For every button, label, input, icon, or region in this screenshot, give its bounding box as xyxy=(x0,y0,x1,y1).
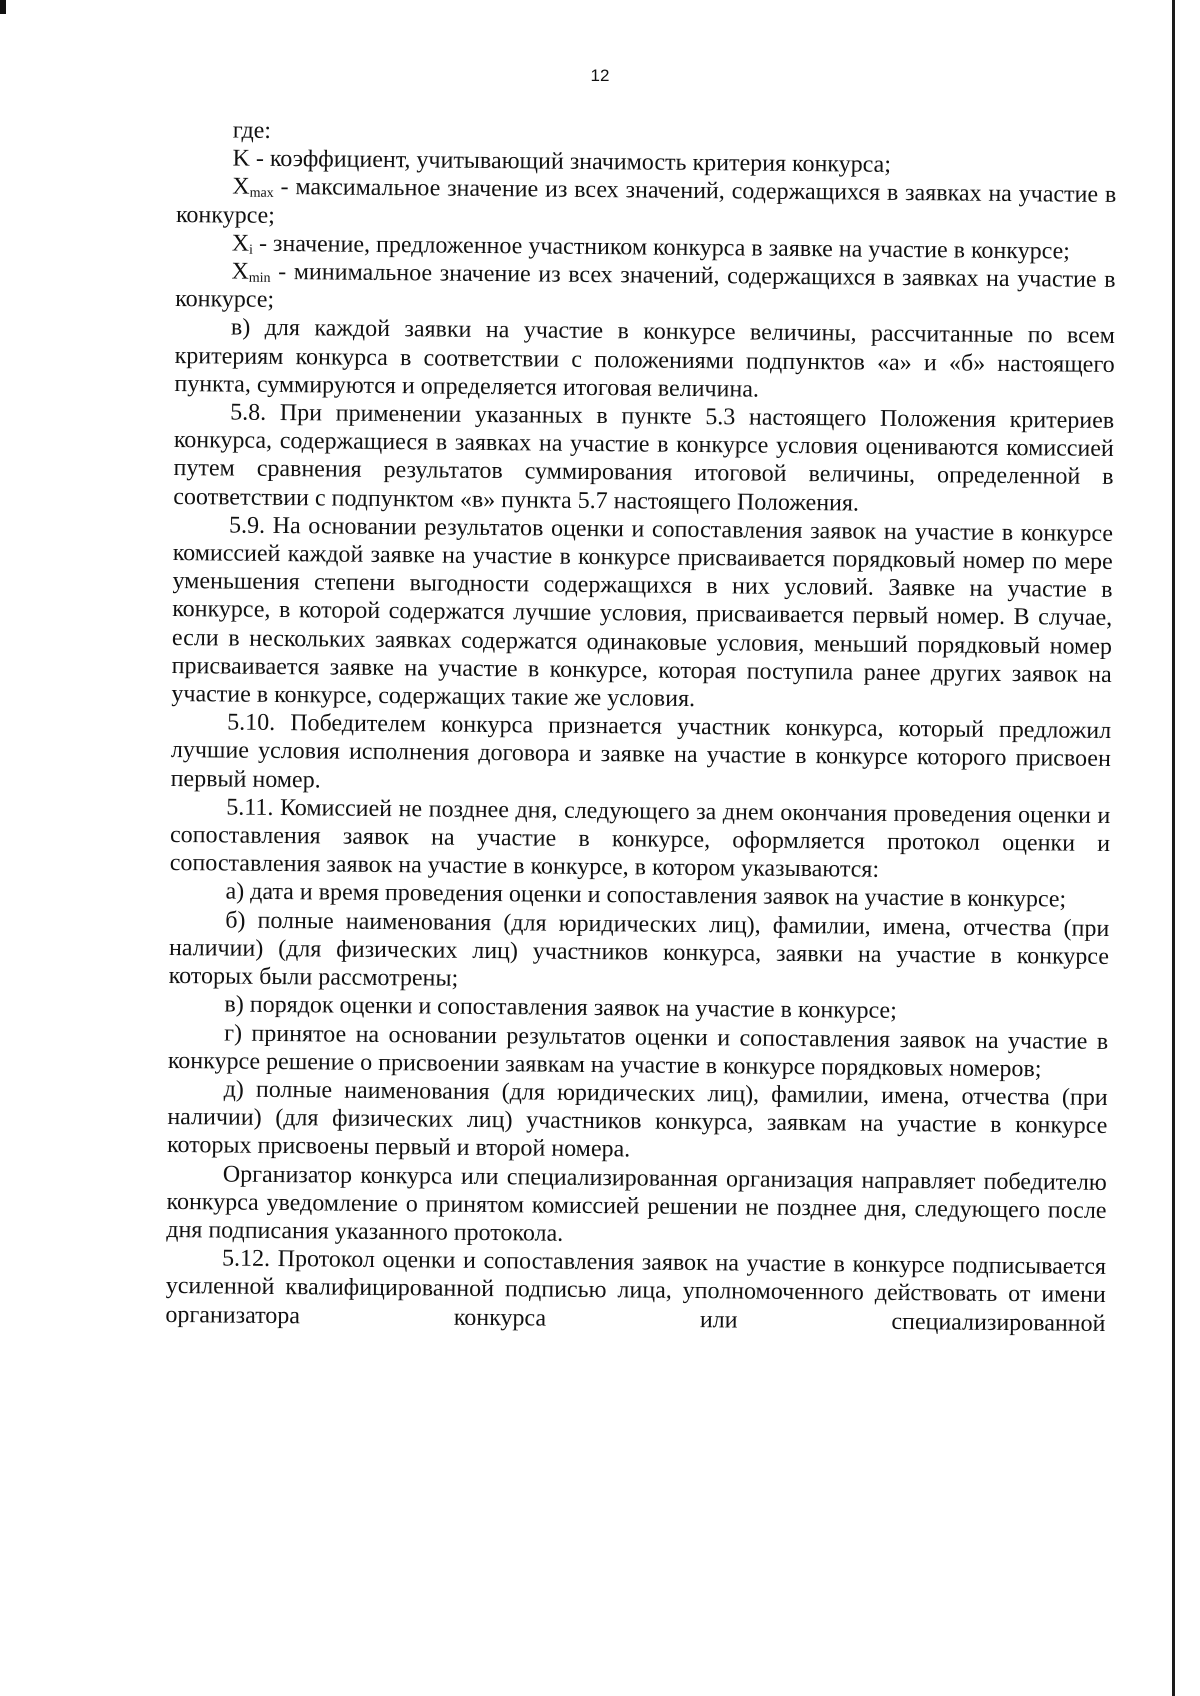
paragraph-5-12: 5.12. Протокол оценки и сопоставления заявок на участие в конкурсе подписывается усиленной квалифицированной подписью лица, уполномоченного действовать от имени организатора конкурса или специализированной xyxy=(165,1245,1107,1337)
definition-text: - минимальное значение из всех значений, содержащихся в заявках на участие в конкурсе; xyxy=(175,258,1116,314)
document-body xyxy=(165,116,1117,1338)
paragraph-5-11-v: в) порядок оценки и сопоставления заявок на участие в конкурсе; xyxy=(224,991,897,1025)
definition-text: - значение, предложенное участником конкурса в заявке на участие в конкурсе; xyxy=(252,230,1071,265)
subscript-max: max xyxy=(249,186,274,202)
page-number: 12 xyxy=(590,66,610,85)
paragraph-5-11: 5.11. Комиссией не позднее дня, следующего за днем окончания проведения оценки и сопоставления заявок на участие в конкурсе, оформляется протокол оценки и сопоставления заявок на участие в конкурсе, в котором указываются: xyxy=(169,794,1111,884)
paragraph-5-9: 5.9. На основании результатов оценки и сопоставления заявок на участие в конкурсе комиссией каждой заявке на участие в конкурсе присваивается порядковый номер по мере уменьшения степени выгодности содержащихся в них условий. Заявке на участие в конкурсе, в которой содержатся лучшие условия, присваивается первый номер. В случае, если в нескольких заявках содержатся одинаковые условия, меньший порядковый номер присваивается заявке на участие в конкурсе, которая поступила ранее других заявок на участие в конкурсе, содержащих такие же условия. xyxy=(171,512,1114,713)
paragraph-item-v: в) для каждой заявки на участие в конкурсе величины, рассчитанные по всем критериям конкурса в соответствии с положениями подпунктов «а» и «б» настоящего пункта, суммируются и определяется итоговая величина. xyxy=(174,314,1116,403)
definition-text: - максимальное значение из всех значений, содержащихся в заявках на участие в конкурсе; xyxy=(175,174,1117,229)
paragraph-5-11-d: д) полные наименования (для юридических лиц), фамилии, имена, отчества (при наличии) (для физических лиц) участников конкурса, заявкам на участие в конкурсе которых присвоены первый и второй номера. xyxy=(166,1076,1108,1163)
paragraph-where: где: xyxy=(232,117,272,144)
scan-corner-mark xyxy=(0,0,6,14)
symbol-x: X xyxy=(231,258,249,285)
paragraph-organizer-notice: Организатор конкурса или специализированная организация направляет победителю конкурса уведомление о принятом комиссией решении не позднее дня, следующего после дня подписания указанного протокола. xyxy=(166,1161,1107,1247)
paragraph-5-10: 5.10. Победителем конкурса признается участник конкурса, который предложил лучшие условия исполнения договора и заявке на участие в конкурсе которого присвоен первый номер. xyxy=(170,709,1112,794)
paragraph-5-11-a: а) дата и время проведения оценки и сопоставления заявок на участие в конкурсе; xyxy=(225,878,1067,914)
paragraph-5-11-g: г) принятое на основании результатов оценки и сопоставления заявок на участие в конкурсе решение о присвоении заявкам на участие в конкурсе порядковых номеров; xyxy=(167,1019,1109,1083)
symbol-x: X xyxy=(232,173,250,201)
paragraph-k-definition: K - коэффициент, учитывающий значимость критерия конкурса; xyxy=(232,145,892,179)
subscript-i: i xyxy=(248,242,254,258)
paragraph-5-8: 5.8. При применении указанных в пункте 5.3 настоящего Положения критериев конкурса, содержащиеся в заявках на участие в конкурсе условия оцениваются комиссией путем сравнения результатов суммирования итоговой величины, определенной в соответствии с подпунктом «в» пункта 5.7 настоящего Положения. xyxy=(173,399,1115,517)
paragraph-xmax-definition xyxy=(176,172,1116,237)
subscript-min: min xyxy=(248,270,271,286)
paragraph-xmin-definition xyxy=(175,257,1115,322)
symbol-x: X xyxy=(231,230,250,257)
paragraph-5-11-b: б) полные наименования (для юридических лиц), фамилии, имена, отчества (при наличии) (для физических лиц) участников конкурса, заявки на участие в конкурсе которых были рассмотрены; xyxy=(168,907,1110,992)
scan-page-edge xyxy=(1172,0,1175,1696)
